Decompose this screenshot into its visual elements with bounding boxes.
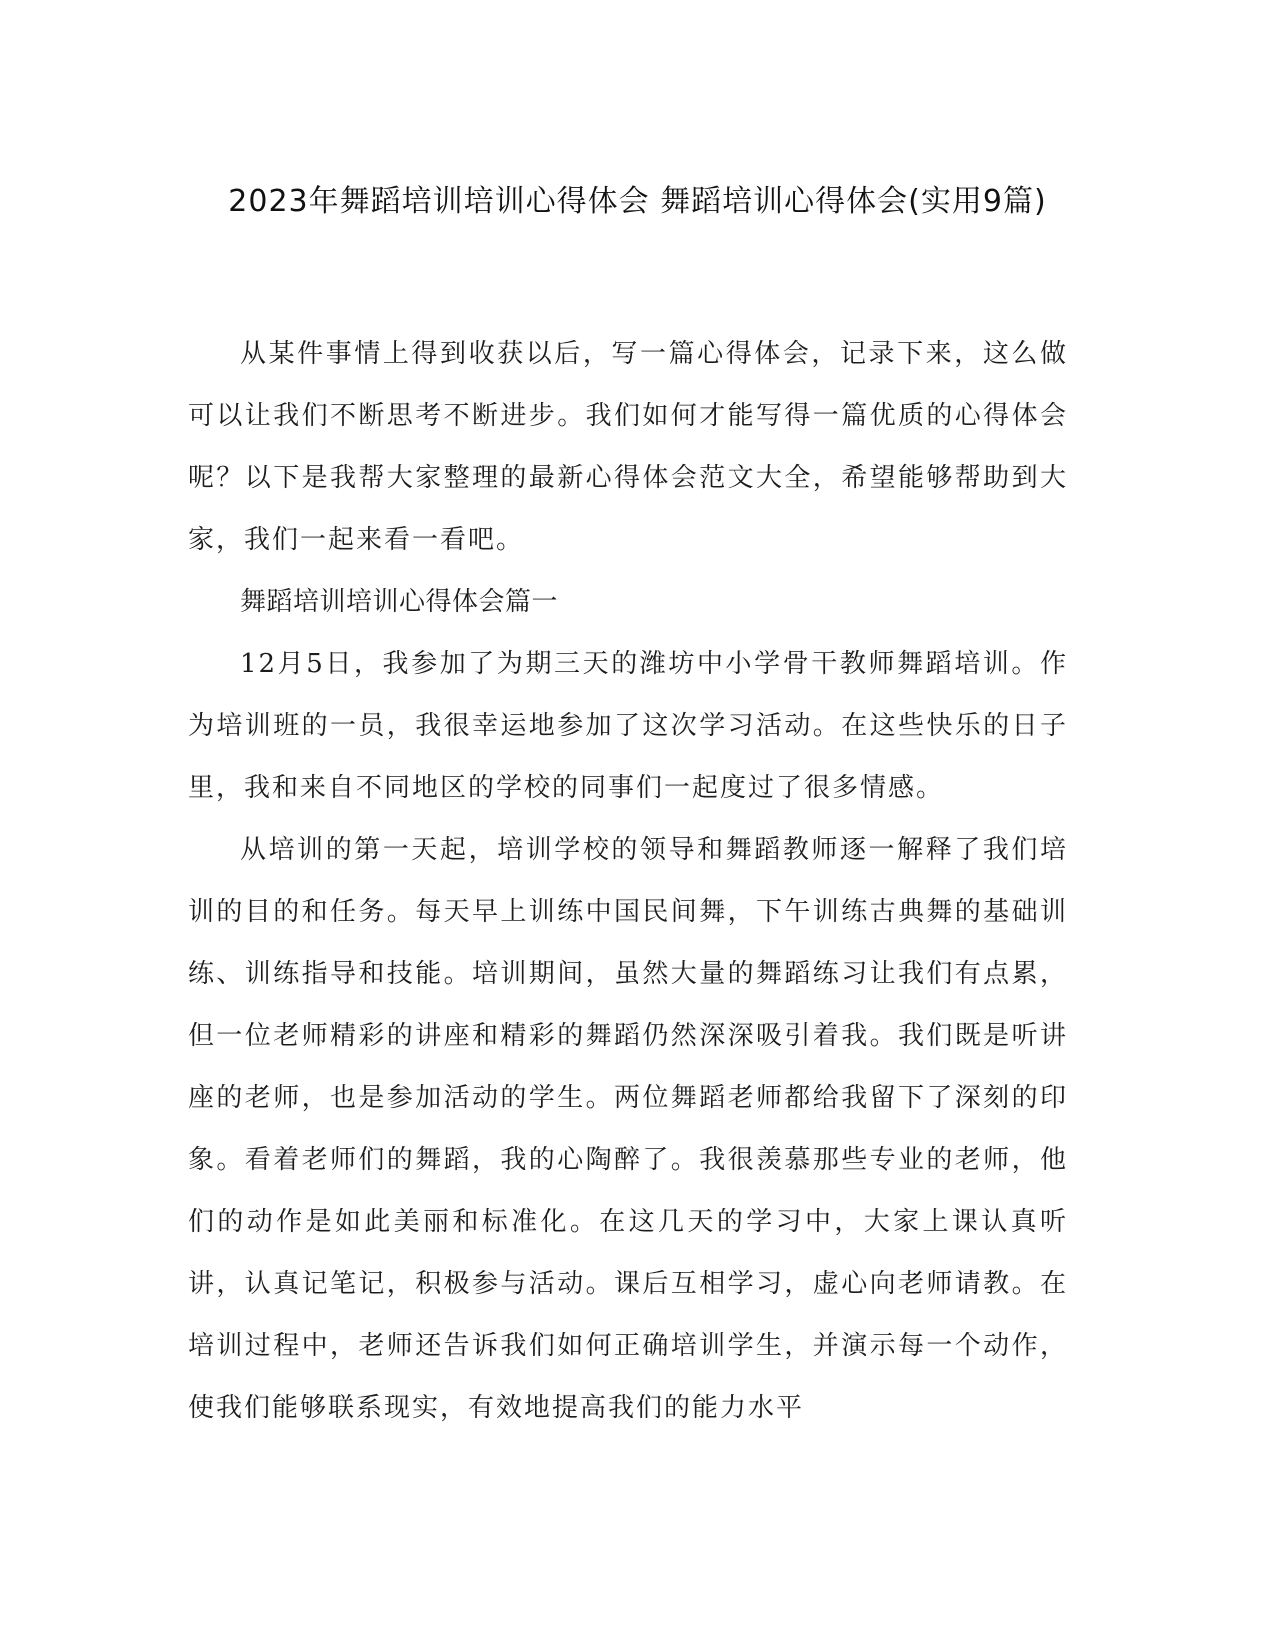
section-heading: 舞蹈培训培训心得体会篇一 <box>240 587 559 617</box>
body-paragraph-2: 从培训的第一天起，培训学校的领导和舞蹈教师逐一解释了我们培训的目的和任务。每天早上训练中国民间舞，下午训练古典舞的基础训练、训练指导和技能。培训期间，虽然大量的舞蹈练习让我们有点累，但一位老师精彩的讲座和精彩的舞蹈仍然深深吸引着我。我们既是听讲座的老师，也是参加活动的学生。两位舞蹈老师都给我留下了深刻的印象。看着老师们的舞蹈，我的心陶醉了。我很羡慕那些专业的老师，他们的动作是如此美丽和标准化。在这几天的学习中，大家上课认真听讲，认真记笔记，积极参与活动。课后互相学习，虚心向老师请教。在培训过程中，老师还告诉我们如何正确培训学生，并演示每一个动作，使我们能够联系现实，有效地提高我们的能力水平 <box>188 835 1068 1423</box>
intro-paragraph: 从某件事情上得到收获以后，写一篇心得体会，记录下来，这么做可以让我们不断思考不断进步。我们如何才能写得一篇优质的心得体会呢？以下是我帮大家整理的最新心得体会范文大全，希望能够帮助到大家，我们一起来看一看吧。 <box>188 339 1068 555</box>
document-body <box>188 323 1068 1439</box>
document-title: 2023年舞蹈培训培训心得体会 舞蹈培训心得体会(实用9篇) <box>228 184 1047 219</box>
body-paragraph-1: 12月5日，我参加了为期三天的潍坊中小学骨干教师舞蹈培训。作为培训班的一员，我很幸运地参加了这次学习活动。在这些快乐的日子里，我和来自不同地区的学校的同事们一起度过了很多情感。 <box>188 649 1068 803</box>
